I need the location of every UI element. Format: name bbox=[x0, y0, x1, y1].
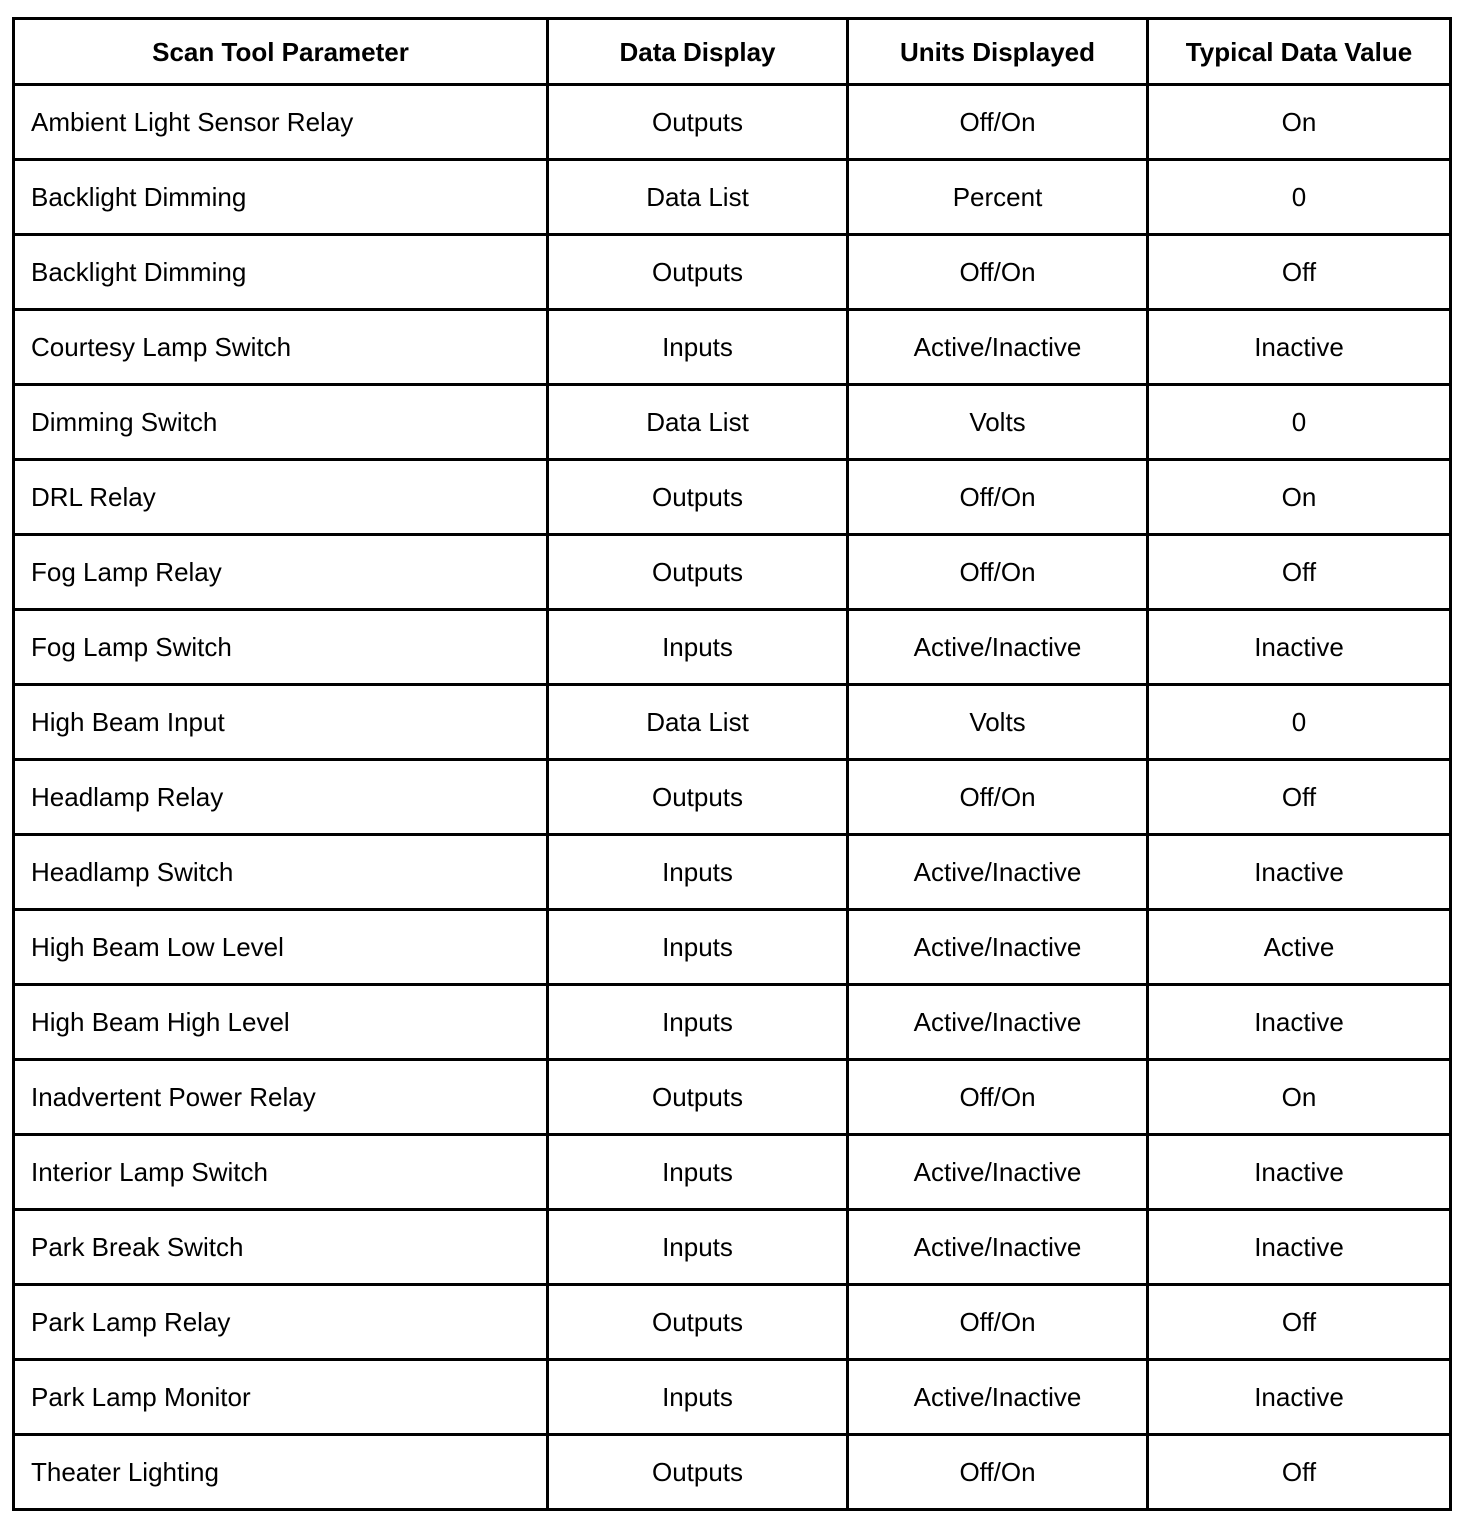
cell-units-displayed: Active/Inactive bbox=[848, 610, 1148, 685]
cell-typical-data-value: On bbox=[1148, 1060, 1451, 1135]
cell-typical-data-value: Active bbox=[1148, 910, 1451, 985]
cell-data-display: Outputs bbox=[548, 460, 848, 535]
table-row bbox=[14, 1360, 1451, 1435]
cell-units-displayed: Off/On bbox=[848, 1060, 1148, 1135]
table-row bbox=[14, 235, 1451, 310]
cell-scan-tool-parameter: Ambient Light Sensor Relay bbox=[14, 85, 548, 160]
cell-scan-tool-parameter: Backlight Dimming bbox=[14, 235, 548, 310]
cell-units-displayed: Off/On bbox=[848, 760, 1148, 835]
cell-typical-data-value: Off bbox=[1148, 535, 1451, 610]
cell-data-display: Inputs bbox=[548, 1360, 848, 1435]
cell-data-display: Outputs bbox=[548, 1285, 848, 1360]
cell-units-displayed: Percent bbox=[848, 160, 1148, 235]
cell-typical-data-value: 0 bbox=[1148, 160, 1451, 235]
table-header bbox=[14, 19, 1451, 85]
cell-typical-data-value: Off bbox=[1148, 1285, 1451, 1360]
table-row bbox=[14, 610, 1451, 685]
cell-scan-tool-parameter: Park Break Switch bbox=[14, 1210, 548, 1285]
cell-units-displayed: Off/On bbox=[848, 535, 1148, 610]
table-row bbox=[14, 1285, 1451, 1360]
cell-data-display: Inputs bbox=[548, 1210, 848, 1285]
cell-data-display: Inputs bbox=[548, 985, 848, 1060]
table-row bbox=[14, 1435, 1451, 1510]
cell-units-displayed: Active/Inactive bbox=[848, 310, 1148, 385]
table-row bbox=[14, 910, 1451, 985]
table-row bbox=[14, 1210, 1451, 1285]
cell-scan-tool-parameter: Backlight Dimming bbox=[14, 160, 548, 235]
table-row bbox=[14, 985, 1451, 1060]
cell-units-displayed: Volts bbox=[848, 685, 1148, 760]
cell-data-display: Outputs bbox=[548, 1435, 848, 1510]
cell-scan-tool-parameter: Inadvertent Power Relay bbox=[14, 1060, 548, 1135]
table-row bbox=[14, 1135, 1451, 1210]
cell-data-display: Outputs bbox=[548, 760, 848, 835]
cell-data-display: Inputs bbox=[548, 310, 848, 385]
cell-typical-data-value: Inactive bbox=[1148, 1135, 1451, 1210]
cell-typical-data-value: Off bbox=[1148, 235, 1451, 310]
table-row bbox=[14, 1060, 1451, 1135]
cell-data-display: Outputs bbox=[548, 1060, 848, 1135]
cell-data-display: Outputs bbox=[548, 235, 848, 310]
cell-typical-data-value: Inactive bbox=[1148, 310, 1451, 385]
cell-scan-tool-parameter: Fog Lamp Relay bbox=[14, 535, 548, 610]
cell-typical-data-value: On bbox=[1148, 460, 1451, 535]
scan-tool-parameter-table bbox=[12, 17, 1452, 1511]
cell-scan-tool-parameter: Park Lamp Monitor bbox=[14, 1360, 548, 1435]
cell-data-display: Inputs bbox=[548, 1135, 848, 1210]
cell-units-displayed: Active/Inactive bbox=[848, 835, 1148, 910]
cell-data-display: Inputs bbox=[548, 835, 848, 910]
cell-scan-tool-parameter: High Beam Input bbox=[14, 685, 548, 760]
cell-data-display: Inputs bbox=[548, 910, 848, 985]
cell-data-display: Outputs bbox=[548, 85, 848, 160]
cell-typical-data-value: Inactive bbox=[1148, 1360, 1451, 1435]
cell-typical-data-value: 0 bbox=[1148, 685, 1451, 760]
cell-units-displayed: Off/On bbox=[848, 460, 1148, 535]
header-typical-data-value: Typical Data Value bbox=[1148, 19, 1451, 85]
header-scan-tool-parameter: Scan Tool Parameter bbox=[14, 19, 548, 85]
cell-scan-tool-parameter: Park Lamp Relay bbox=[14, 1285, 548, 1360]
cell-units-displayed: Active/Inactive bbox=[848, 910, 1148, 985]
cell-units-displayed: Off/On bbox=[848, 235, 1148, 310]
cell-units-displayed: Off/On bbox=[848, 1285, 1148, 1360]
table-body bbox=[14, 85, 1451, 1510]
cell-units-displayed: Off/On bbox=[848, 85, 1148, 160]
table-row bbox=[14, 85, 1451, 160]
cell-scan-tool-parameter: Fog Lamp Switch bbox=[14, 610, 548, 685]
cell-typical-data-value: Inactive bbox=[1148, 985, 1451, 1060]
table-row bbox=[14, 460, 1451, 535]
cell-scan-tool-parameter: High Beam Low Level bbox=[14, 910, 548, 985]
cell-units-displayed: Active/Inactive bbox=[848, 985, 1148, 1060]
cell-scan-tool-parameter: Courtesy Lamp Switch bbox=[14, 310, 548, 385]
header-row bbox=[14, 19, 1451, 85]
cell-units-displayed: Off/On bbox=[848, 1435, 1148, 1510]
table-row bbox=[14, 685, 1451, 760]
cell-data-display: Outputs bbox=[548, 535, 848, 610]
header-data-display: Data Display bbox=[548, 19, 848, 85]
cell-units-displayed: Volts bbox=[848, 385, 1148, 460]
cell-typical-data-value: Off bbox=[1148, 760, 1451, 835]
cell-scan-tool-parameter: Headlamp Relay bbox=[14, 760, 548, 835]
cell-units-displayed: Active/Inactive bbox=[848, 1135, 1148, 1210]
cell-typical-data-value: 0 bbox=[1148, 385, 1451, 460]
cell-data-display: Inputs bbox=[548, 610, 848, 685]
cell-scan-tool-parameter: High Beam High Level bbox=[14, 985, 548, 1060]
table-row bbox=[14, 760, 1451, 835]
cell-data-display: Data List bbox=[548, 685, 848, 760]
cell-scan-tool-parameter: Headlamp Switch bbox=[14, 835, 548, 910]
cell-data-display: Data List bbox=[548, 385, 848, 460]
cell-typical-data-value: Off bbox=[1148, 1435, 1451, 1510]
cell-typical-data-value: Inactive bbox=[1148, 1210, 1451, 1285]
cell-units-displayed: Active/Inactive bbox=[848, 1360, 1148, 1435]
cell-scan-tool-parameter: DRL Relay bbox=[14, 460, 548, 535]
cell-scan-tool-parameter: Dimming Switch bbox=[14, 385, 548, 460]
cell-typical-data-value: Inactive bbox=[1148, 835, 1451, 910]
table-row bbox=[14, 835, 1451, 910]
table-row bbox=[14, 160, 1451, 235]
cell-scan-tool-parameter: Theater Lighting bbox=[14, 1435, 548, 1510]
cell-scan-tool-parameter: Interior Lamp Switch bbox=[14, 1135, 548, 1210]
cell-typical-data-value: On bbox=[1148, 85, 1451, 160]
cell-typical-data-value: Inactive bbox=[1148, 610, 1451, 685]
table-row bbox=[14, 310, 1451, 385]
cell-units-displayed: Active/Inactive bbox=[848, 1210, 1148, 1285]
cell-data-display: Data List bbox=[548, 160, 848, 235]
header-units-displayed: Units Displayed bbox=[848, 19, 1148, 85]
table-row bbox=[14, 385, 1451, 460]
table-row bbox=[14, 535, 1451, 610]
